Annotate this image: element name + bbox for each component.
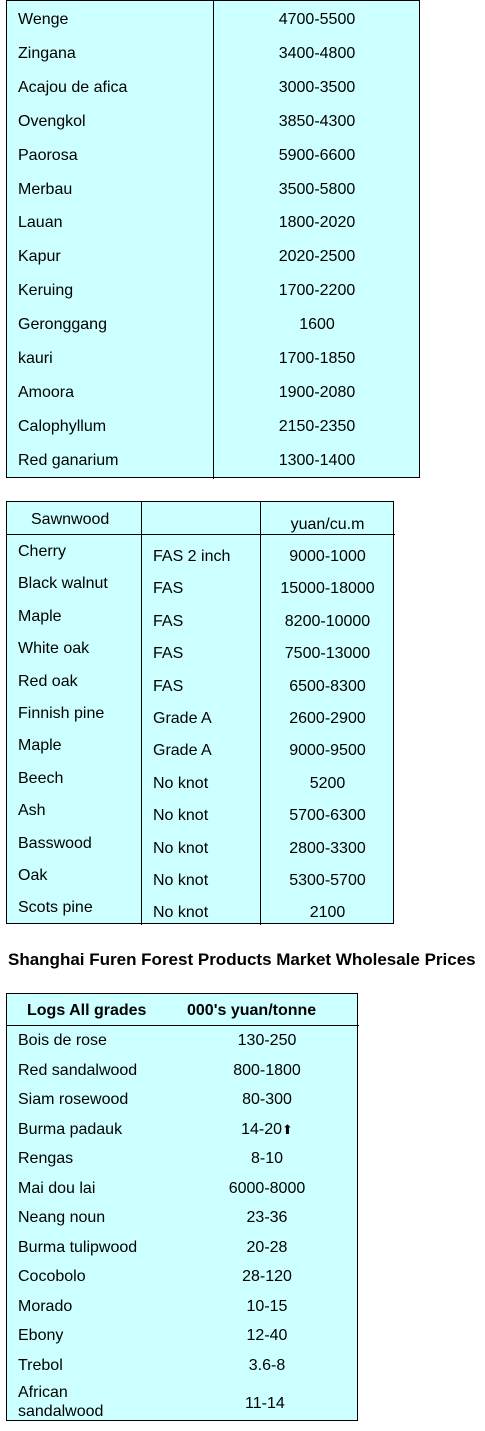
price-value: 20-28 [246,1238,288,1256]
wood-name: Oak [18,867,48,884]
wood-name: Geronggang [18,316,107,334]
price-range: 1700-2200 [278,282,356,300]
price-range [167,1357,367,1375]
price-range [167,1268,367,1286]
grade: FAS [153,580,184,598]
price-range: 8200-10000 [284,612,371,630]
price-range: 3500-5800 [278,180,356,198]
price-range [167,1062,367,1080]
price-value: 23-36 [246,1209,288,1226]
wood-name: kauri [18,350,53,367]
table-sawnwood [6,501,394,924]
wood-name: Calophyllum [18,417,107,435]
wood-name: Ovengkol [18,112,86,130]
table-hardwood-logs [6,0,420,478]
grade: FAS [153,677,184,695]
price-range [167,1150,367,1168]
price-range: 5200 [309,774,346,792]
wood-name: Kapur [18,248,61,266]
column-divider [141,502,142,925]
wood-name: Red oak [18,672,78,690]
price-value: 28-120 [242,1268,292,1285]
wood-name: Rengas [18,1150,74,1167]
wood-name: Burma padauk [18,1120,123,1138]
price-range [167,1239,367,1257]
price-range [167,1032,367,1050]
price-range [167,1327,367,1345]
wood-name: Mai dou lai [18,1179,96,1197]
wood-name: Maple [18,737,62,755]
price-range: 9000-1000 [289,548,366,565]
grade: No knot [153,839,209,857]
wood-name: Cherry [18,543,67,560]
header-sawnwood: Sawnwood [31,511,110,528]
price-value: 80-300 [242,1091,292,1108]
price-range [167,1091,367,1109]
wood-name: Merbau [18,180,73,198]
wood-name: Amoora [18,383,75,401]
price-value: 130-250 [237,1032,297,1049]
wood-name: Neang noun [18,1209,106,1226]
price-range: 11-14 [245,1395,285,1412]
table-shanghai-logs [6,993,358,1421]
wood-name: Trebol [18,1356,63,1374]
wood-name: Red sandalwood [18,1061,138,1079]
wood-name: White oak [18,640,90,658]
wood-name: Siam rosewood [18,1091,129,1108]
price-range [167,1298,367,1316]
wood-name: African sandalwood [18,1384,104,1420]
price-value: 6000-8000 [228,1179,306,1197]
price-range: 1800-2020 [278,214,356,232]
wood-name: Keruing [18,282,74,300]
price-range: 2600-2900 [289,710,366,727]
price-value: 800-1800 [233,1061,301,1079]
header-price-unit: yuan/cu.m [290,516,365,533]
up-arrow-icon: ⬆ [282,1121,293,1137]
wood-name: Scots pine [18,899,93,917]
price-range: 1600 [299,316,335,334]
wood-name: Burma tulipwood [18,1238,138,1256]
price-range: 1300-1400 [278,451,356,469]
grade: No knot [153,904,209,922]
price-range [167,1209,367,1227]
price-range: 4700-5500 [278,11,356,28]
grade: No knot [153,872,209,889]
price-value: 14-20 [241,1120,282,1138]
wood-name: Ebony [18,1327,64,1344]
price-range: 2800-3300 [289,839,366,857]
section-title: Shanghai Furen Forest Products Market Wholesale Prices [8,950,476,969]
price-range: 5700-6300 [289,807,366,825]
price-range: 2150-2350 [278,417,356,435]
wood-name: Zingana [18,44,76,62]
price-range: 2100 [309,904,346,922]
wood-name: Ash [18,802,46,820]
grade: Grade A [153,710,212,727]
price-range: 3850-4300 [278,112,356,130]
wood-name: Maple [18,607,62,625]
wood-name: Lauan [18,214,63,232]
price-value: 3.6-8 [248,1356,286,1374]
wood-name: Acajou de afica [18,78,128,96]
price-value: 8-10 [250,1150,284,1167]
price-range: 2020-2500 [278,248,356,266]
grade: FAS 2 inch [153,548,231,565]
column-divider [213,1,214,479]
wood-name: Morado [18,1297,73,1315]
grade: FAS [153,645,184,663]
wood-name: Cocobolo [18,1268,86,1285]
price-range: 15000-18000 [280,580,375,598]
price-range: 7500-13000 [284,645,371,663]
price-range [167,1180,367,1198]
wood-name: Paorosa [18,146,78,164]
wood-name: Bois de rose [18,1032,107,1049]
price-range: 3000-3500 [278,78,356,96]
price-range: 9000-9500 [289,742,366,760]
header-price-unit: 000's yuan/tonne [187,1002,317,1019]
wood-name: Beech [18,769,64,787]
price-value: 12-40 [246,1327,288,1344]
header-divider [7,1025,359,1026]
price-range: 1900-2080 [278,383,356,401]
wood-name: Finnish pine [18,705,105,722]
price-value: 10-15 [246,1297,288,1315]
grade: Grade A [153,742,212,760]
wood-name: Red ganarium [18,451,119,469]
price-range: 6500-8300 [289,677,366,695]
grade: FAS [153,612,184,630]
price-range: 3400-4800 [278,44,356,62]
wood-name: Basswood [18,834,92,852]
wood-name: Black walnut [18,575,108,593]
grade: No knot [153,774,209,792]
price-range: 5900-6600 [278,146,356,164]
price-range: 5300-5700 [289,872,366,889]
wood-name: Wenge [18,11,69,28]
header-divider [7,534,395,535]
price-range [167,1121,367,1139]
price-range: 1700-1850 [278,350,356,367]
grade: No knot [153,807,209,825]
header-logs: Logs All grades [27,1002,147,1019]
